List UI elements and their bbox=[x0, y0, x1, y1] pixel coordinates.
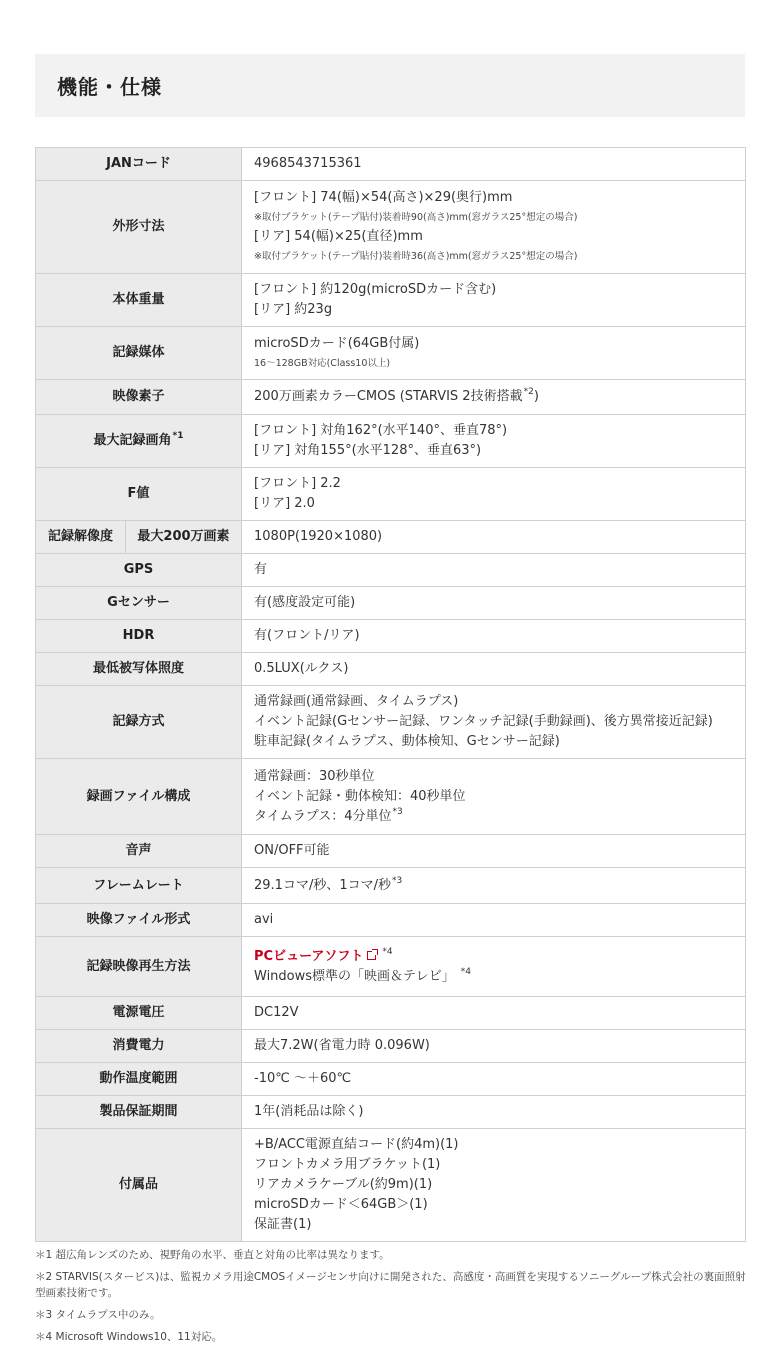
resolution-value: 1080P(1920×1080) bbox=[242, 521, 746, 554]
row-label: 記録方式 bbox=[36, 686, 242, 759]
table-row bbox=[36, 415, 746, 468]
weight-rear: [リア] 約23g bbox=[254, 302, 333, 317]
playback-line bbox=[254, 947, 735, 967]
size-value bbox=[242, 181, 746, 274]
row-label: 録画ファイル構成 bbox=[36, 759, 242, 835]
playback-line bbox=[254, 967, 735, 987]
size-front: [フロント] 74(幅)×54(高さ)×29(奥行)mm bbox=[254, 190, 513, 205]
media-note: 16～128GB対応(Class10以上) bbox=[254, 357, 391, 369]
hdr-value: 有(フロント/リア) bbox=[242, 620, 746, 653]
size-rear: [リア] 54(幅)×25(直径)mm bbox=[254, 229, 423, 244]
table-row bbox=[36, 274, 746, 327]
row-label: 電源電圧 bbox=[36, 997, 242, 1030]
table-row bbox=[36, 759, 746, 835]
row-label: 消費電力 bbox=[36, 1030, 242, 1063]
table-row bbox=[36, 587, 746, 620]
table-row bbox=[36, 327, 746, 380]
accessory-item: フロントカメラ用ブラケット(1) bbox=[254, 1157, 441, 1172]
framerate-text: 29.1コマ/秒、1コマ/秒 bbox=[254, 877, 391, 893]
footnote-ref: *3 bbox=[391, 875, 403, 886]
footnote-ref: *4 bbox=[382, 946, 393, 957]
audio-value: ON/OFF可能 bbox=[242, 835, 746, 868]
voltage-value: DC12V bbox=[242, 997, 746, 1030]
gps-value: 有 bbox=[242, 554, 746, 587]
row-label: 最低被写体照度 bbox=[36, 653, 242, 686]
row-label: 記録解像度 bbox=[36, 521, 126, 554]
row-label: 製品保証期間 bbox=[36, 1096, 242, 1129]
row-label: 記録映像再生方法 bbox=[36, 937, 242, 997]
jan-code-value: 4968543715361 bbox=[242, 148, 746, 181]
row-label: Gセンサー bbox=[36, 587, 242, 620]
pc-viewer-link[interactable]: PCビューアソフト bbox=[254, 948, 364, 964]
lux-value: 0.5LUX(ルクス) bbox=[242, 653, 746, 686]
fnum-front: [フロント] 2.2 bbox=[254, 476, 341, 491]
footnote-4: ＊4 Microsoft Windows10、11対応。 bbox=[35, 1331, 223, 1343]
section-title-box bbox=[35, 54, 745, 117]
angle-rear: [リア] 対角155°(水平128°、垂直63°) bbox=[254, 443, 482, 458]
accessories-value bbox=[242, 1129, 746, 1242]
footnote-1: ＊1 超広角レンズのため、視野角の水平、垂直と対角の比率は異なります。 bbox=[35, 1249, 390, 1261]
framerate-value bbox=[242, 868, 746, 904]
accessory-item: リアカメラケーブル(約9m)(1) bbox=[254, 1177, 433, 1192]
table-row bbox=[36, 997, 746, 1030]
external-link-icon[interactable] bbox=[367, 951, 376, 960]
method-line: 駐車記録(タイムラプス、動体検知、Gセンサー記録) bbox=[254, 734, 560, 749]
table-row bbox=[36, 1096, 746, 1129]
row-label: 映像素子 bbox=[36, 380, 242, 415]
media-value bbox=[242, 327, 746, 380]
row-label bbox=[36, 415, 242, 468]
angle-front: [フロント] 対角162°(水平140°、垂直78°) bbox=[254, 423, 508, 438]
weight-front: [フロント] 約120g(microSDカード含む) bbox=[254, 282, 497, 297]
row-label: HDR bbox=[36, 620, 242, 653]
accessory-item: 保証書(1) bbox=[254, 1217, 312, 1232]
table-row bbox=[36, 904, 746, 937]
size-front-note: ※取付ブラケット(テープ貼付)装着時90(高さ)mm(窓ガラス25°想定の場合) bbox=[254, 212, 578, 223]
table-row bbox=[36, 521, 746, 554]
warranty-value: 1年(消耗品は除く) bbox=[242, 1096, 746, 1129]
method-line: イベント記録(Gセンサー記録、ワンタッチ記録(手動録画)、後方異常接近記録) bbox=[254, 714, 713, 729]
sensor-value bbox=[242, 380, 746, 415]
file-struct-value bbox=[242, 759, 746, 835]
size-rear-note: ※取付ブラケット(テープ貼付)装着時36(高さ)mm(窓ガラス25°想定の場合) bbox=[254, 251, 578, 262]
row-label: JANコード bbox=[36, 148, 242, 181]
weight-value bbox=[242, 274, 746, 327]
page-title: 機能・仕様 bbox=[57, 75, 162, 99]
temp-value: -10℃ ～＋60℃ bbox=[242, 1063, 746, 1096]
fnum-rear: [リア] 2.0 bbox=[254, 496, 315, 511]
row-label: 記録媒体 bbox=[36, 327, 242, 380]
table-row bbox=[36, 554, 746, 587]
table-row bbox=[36, 686, 746, 759]
file-struct-line bbox=[254, 807, 735, 827]
row-label: 外形寸法 bbox=[36, 181, 242, 274]
method-value bbox=[242, 686, 746, 759]
row-label: 映像ファイル形式 bbox=[36, 904, 242, 937]
sensor-close: ) bbox=[533, 389, 539, 404]
table-row bbox=[36, 380, 746, 415]
playback-value bbox=[242, 937, 746, 997]
sensor-text: 200万画素カラーCMOS (STARVIS 2技術搭載 bbox=[254, 389, 523, 404]
table-row bbox=[36, 1063, 746, 1096]
row-label: フレームレート bbox=[36, 868, 242, 904]
footnotes bbox=[35, 1247, 747, 1351]
footnote-ref: *3 bbox=[392, 806, 403, 817]
row-label: 音声 bbox=[36, 835, 242, 868]
media-main: microSDカード(64GB付属) bbox=[254, 335, 420, 351]
format-value: avi bbox=[242, 904, 746, 937]
footnote-ref: *2 bbox=[523, 387, 534, 397]
row-label: 付属品 bbox=[36, 1129, 242, 1242]
file-struct-line: 通常録画：30秒単位 bbox=[254, 768, 375, 784]
table-row bbox=[36, 468, 746, 521]
footnote-3: ＊3 タイムラプス中のみ。 bbox=[35, 1309, 161, 1321]
table-row bbox=[36, 1030, 746, 1063]
row-sublabel: 最大200万画素 bbox=[126, 521, 242, 554]
table-row bbox=[36, 653, 746, 686]
fnum-value bbox=[242, 468, 746, 521]
spec-table bbox=[35, 147, 746, 1242]
footnote-ref: *1 bbox=[172, 431, 184, 441]
angle-value bbox=[242, 415, 746, 468]
method-line: 通常録画(通常録画、タイムラプス) bbox=[254, 694, 459, 709]
gsensor-value: 有(感度設定可能) bbox=[242, 587, 746, 620]
row-label: 動作温度範囲 bbox=[36, 1063, 242, 1096]
table-row bbox=[36, 937, 746, 997]
accessory-item: microSDカード＜64GB＞(1) bbox=[254, 1197, 428, 1212]
table-row bbox=[36, 181, 746, 274]
angle-label: 最大記録画角 bbox=[93, 433, 172, 448]
table-row bbox=[36, 835, 746, 868]
accessory-item: +B/ACC電源直結コード(約4m)(1) bbox=[254, 1137, 459, 1152]
footnote-2: ＊2 STARVIS(スタービス)は、監視カメラ用途CMOSイメージセンサ向けに開発された、高感度・高画質を実現するソニーグループ株式会社の裏面照射型画素技術です。 bbox=[35, 1271, 746, 1299]
table-row bbox=[36, 620, 746, 653]
playback-line-text: Windows標準の「映画＆テレビ」 bbox=[254, 968, 455, 984]
table-row bbox=[36, 868, 746, 904]
row-label: 本体重量 bbox=[36, 274, 242, 327]
table-row bbox=[36, 148, 746, 181]
footnote-ref: *4 bbox=[460, 966, 472, 977]
row-label: GPS bbox=[36, 554, 242, 587]
file-struct-line-text: タイムラプス：4分単位 bbox=[254, 808, 392, 824]
power-value: 最大7.2W(省電力時 0.096W) bbox=[242, 1030, 746, 1063]
file-struct-line: イベント記録・動体検知：40秒単位 bbox=[254, 788, 466, 804]
row-label: F値 bbox=[36, 468, 242, 521]
table-row bbox=[36, 1129, 746, 1242]
